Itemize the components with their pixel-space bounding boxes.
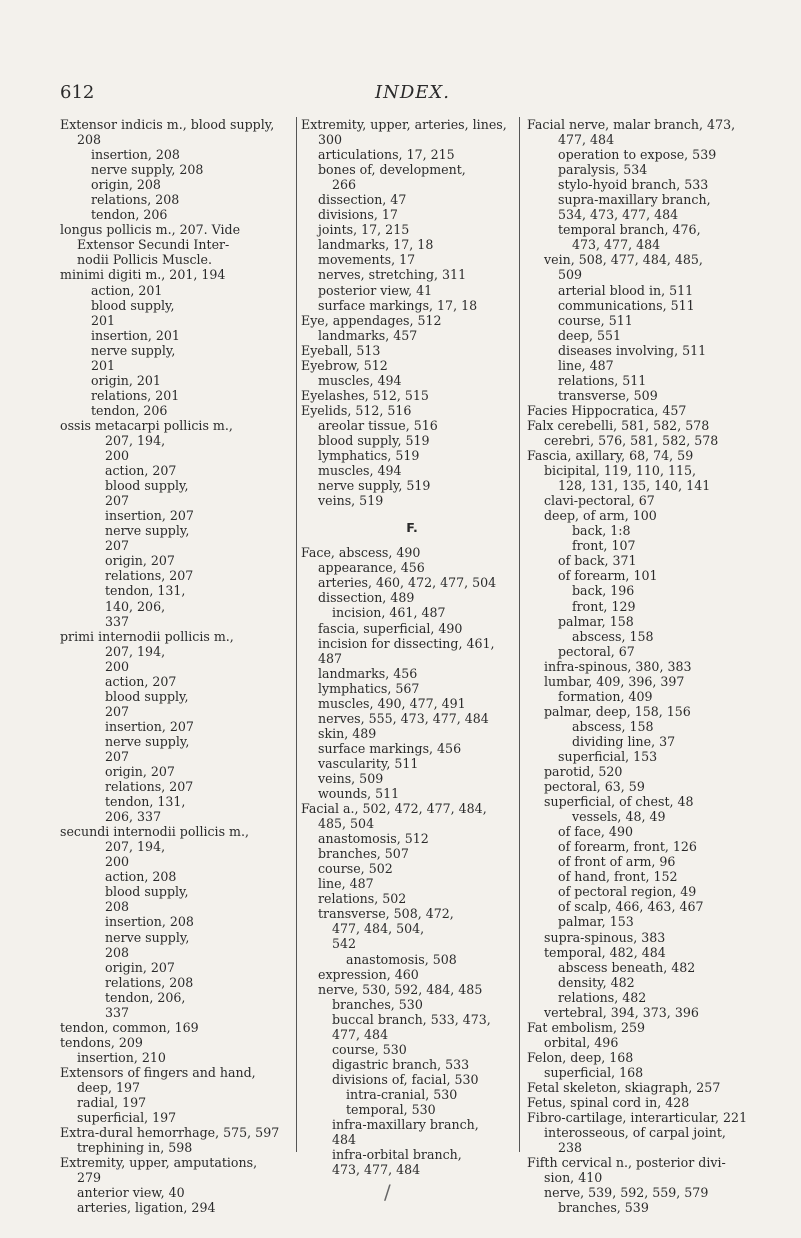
index-entry: Fat embolism, 259 bbox=[527, 1019, 645, 1035]
index-entry: pectoral, 63, 59 bbox=[544, 779, 645, 795]
index-entry: 509 bbox=[558, 267, 583, 283]
index-entry: Extensors of fingers and hand, bbox=[60, 1064, 256, 1080]
index-entry: Facial a., 502, 472, 477, 484, bbox=[301, 801, 487, 817]
index-entry: muscles, 494 bbox=[318, 463, 402, 479]
index-entry: action, 208 bbox=[105, 869, 177, 885]
index-entry: incision for dissecting, 461, bbox=[318, 635, 495, 651]
index-entry: Extensor indicis m., blood supply, bbox=[60, 117, 275, 132]
index-entry: temporal branch, 476, bbox=[558, 222, 701, 238]
index-entry: infra-orbital branch, bbox=[332, 1147, 462, 1163]
index-entry: 337 bbox=[105, 1004, 130, 1020]
margin-mark: / bbox=[384, 1180, 391, 1204]
section-letter-f: F. bbox=[406, 520, 418, 536]
index-entry: 206, 337 bbox=[105, 809, 162, 825]
index-entry: 473, 477, 484 bbox=[572, 237, 661, 253]
index-column-2 bbox=[296, 117, 523, 1178]
index-entry: origin, 207 bbox=[105, 764, 175, 780]
index-entry: back, 196 bbox=[572, 583, 635, 599]
index-entry: 485, 504 bbox=[318, 816, 375, 832]
index-entry: 207 bbox=[105, 538, 130, 554]
index-entry: 200 bbox=[105, 448, 130, 464]
index-entry: tendon, 206 bbox=[91, 402, 168, 418]
index-entry: blood supply, bbox=[91, 297, 175, 313]
index-entry: operation to expose, 539 bbox=[558, 147, 717, 163]
index-entry: insertion, 201 bbox=[91, 327, 180, 343]
index-entry: Facial nerve, malar branch, 473, bbox=[527, 117, 736, 132]
index-entry: dissection, 489 bbox=[318, 590, 415, 606]
index-entry: of hand, front, 152 bbox=[558, 869, 678, 885]
index-entry: tendon, 206, bbox=[105, 989, 186, 1005]
index-entry: pectoral, 67 bbox=[558, 643, 635, 659]
index-entry: Extremity, upper, arteries, lines, bbox=[301, 117, 507, 132]
index-entry: Fetus, spinal cord in, 428 bbox=[527, 1095, 690, 1111]
index-entry: branches, 530 bbox=[332, 996, 423, 1012]
index-entry: dissection, 47 bbox=[318, 192, 407, 208]
index-entry: relations, 207 bbox=[105, 779, 194, 795]
index-entry: appearance, 456 bbox=[318, 560, 425, 576]
index-entry: abscess beneath, 482 bbox=[558, 959, 696, 975]
index-entry: of pectoral region, 49 bbox=[558, 884, 697, 900]
index-entry: blood supply, bbox=[105, 884, 189, 900]
index-entry: branches, 539 bbox=[558, 1200, 649, 1216]
index-entry: buccal branch, 533, 473, bbox=[332, 1011, 491, 1027]
index-entry: interosseous, of carpal joint, bbox=[544, 1125, 726, 1141]
index-entry: course, 502 bbox=[318, 861, 393, 877]
index-entry: deep, 197 bbox=[77, 1080, 141, 1095]
index-entry: palmar, 153 bbox=[558, 914, 634, 930]
index-entry: nerve, 530, 592, 484, 485 bbox=[318, 981, 483, 997]
index-entry: 201 bbox=[91, 312, 116, 328]
index-entry: 477, 484 bbox=[558, 132, 615, 148]
index-entry: 208 bbox=[105, 899, 130, 915]
index-entry: superficial, 197 bbox=[77, 1110, 177, 1126]
index-entry: 208 bbox=[77, 132, 102, 148]
index-entry: Fibro-cartilage, interarticular, 221 bbox=[527, 1110, 748, 1126]
index-entry: Eyelashes, 512, 515 bbox=[301, 387, 429, 403]
index-entry: vein, 508, 477, 484, 485, bbox=[544, 252, 703, 268]
index-entry: relations, 208 bbox=[105, 974, 194, 990]
index-entry: 542 bbox=[332, 936, 357, 952]
index-entry: course, 511 bbox=[558, 312, 633, 328]
index-entry: abscess, 158 bbox=[572, 718, 654, 734]
index-entry: formation, 409 bbox=[558, 688, 653, 704]
index-entry: palmar, deep, 158, 156 bbox=[544, 703, 691, 719]
index-entry: origin, 208 bbox=[91, 177, 161, 193]
index-entry: of face, 490 bbox=[558, 824, 633, 840]
index-entry: Eyeball, 513 bbox=[301, 342, 381, 358]
index-entry: relations, 207 bbox=[105, 568, 194, 584]
index-column-3 bbox=[519, 117, 757, 1216]
index-entry: tendon, 206 bbox=[91, 207, 168, 223]
index-entry: 208 bbox=[105, 944, 130, 960]
index-entry: nodii Pollicis Muscle. bbox=[77, 252, 212, 268]
index-entry: 128, 131, 135, 140, 141 bbox=[558, 478, 711, 494]
index-entry: nerves, 555, 473, 477, 484 bbox=[318, 710, 489, 726]
index-entry: anastomosis, 512 bbox=[318, 831, 429, 847]
page-header bbox=[60, 82, 760, 106]
index-entry: nerve supply, bbox=[105, 523, 190, 539]
page-number: 612 bbox=[60, 82, 95, 103]
index-entry: 200 bbox=[105, 854, 130, 870]
index-entry: action, 201 bbox=[91, 282, 163, 298]
index-entry: bicipital, 119, 110, 115, bbox=[544, 463, 696, 479]
index-entry: divisions, 17 bbox=[318, 207, 398, 223]
index-entry: minimi digiti m., 201, 194 bbox=[60, 267, 226, 283]
index-entry: anterior view, 40 bbox=[77, 1185, 185, 1201]
index-entry: dividing line, 37 bbox=[572, 733, 676, 749]
index-entry: digastric branch, 533 bbox=[332, 1056, 470, 1072]
index-entry: branches, 507 bbox=[318, 846, 409, 862]
index-entry: areolar tissue, 516 bbox=[318, 417, 438, 433]
index-entry: transverse, 509 bbox=[558, 387, 658, 403]
index-entry: diseases involving, 511 bbox=[558, 342, 707, 358]
index-entry: insertion, 210 bbox=[77, 1049, 166, 1065]
index-entry: blood supply, bbox=[105, 688, 189, 704]
index-entry: stylo-hyoid branch, 533 bbox=[558, 177, 709, 193]
index-entry: secundi internodii pollicis m., bbox=[60, 824, 249, 840]
index-entry: joints, 17, 215 bbox=[318, 222, 410, 238]
index-entry: of forearm, 101 bbox=[558, 568, 658, 584]
index-entry: density, 482 bbox=[558, 974, 635, 990]
index-entry: arterial blood in, 511 bbox=[558, 282, 694, 298]
index-entry: Fetal skeleton, skiagraph, 257 bbox=[527, 1080, 721, 1095]
index-entry: 238 bbox=[558, 1140, 583, 1156]
index-entry: Extremity, upper, amputations, bbox=[60, 1155, 258, 1171]
index-entry: action, 207 bbox=[105, 463, 177, 479]
index-entry: deep, 551 bbox=[558, 327, 622, 343]
index-entry: blood supply, bbox=[105, 478, 189, 494]
index-entry: temporal, 482, 484 bbox=[544, 944, 666, 960]
index-entry: divisions of, facial, 530 bbox=[332, 1071, 479, 1087]
index-entry: superficial, 153 bbox=[558, 748, 658, 764]
index-entry: articulations, 17, 215 bbox=[318, 147, 455, 163]
index-entry: nerve supply, 208 bbox=[91, 162, 204, 178]
index-entry: 207, 194, bbox=[105, 643, 166, 659]
index-entry: orbital, 496 bbox=[544, 1034, 619, 1050]
index-entry: Facies Hippocratica, 457 bbox=[527, 402, 687, 418]
index-entry: landmarks, 456 bbox=[318, 665, 418, 681]
index-entry: tendons, 209 bbox=[60, 1034, 143, 1050]
index-entry: 477, 484, 504, bbox=[332, 921, 425, 937]
index-entry: superficial, 168 bbox=[544, 1064, 644, 1080]
index-entry: cerebri, 576, 581, 582, 578 bbox=[544, 432, 719, 448]
index-entry: insertion, 208 bbox=[91, 147, 180, 163]
index-entry: radial, 197 bbox=[77, 1095, 147, 1111]
index-entry: line, 487 bbox=[558, 357, 614, 373]
index-entry: nerves, stretching, 311 bbox=[318, 267, 467, 283]
index-entry: 207, 194, bbox=[105, 839, 166, 855]
index-entry: surface markings, 17, 18 bbox=[318, 297, 478, 313]
index-entry: origin, 207 bbox=[105, 959, 175, 975]
index-entry: 279 bbox=[77, 1170, 102, 1186]
page-title: INDEX. bbox=[375, 82, 450, 103]
index-entry: Eye, appendages, 512 bbox=[301, 312, 442, 328]
index-entry: back, 1:8 bbox=[572, 523, 631, 539]
index-entry: relations, 482 bbox=[558, 989, 647, 1005]
index-entry: nerve, 539, 592, 559, 579 bbox=[544, 1185, 709, 1201]
index-entry: Eyelids, 512, 516 bbox=[301, 402, 412, 418]
index-entry: vessels, 48, 49 bbox=[572, 809, 666, 825]
index-entry: 487 bbox=[318, 650, 343, 666]
index-entry: Face, abscess, 490 bbox=[301, 545, 421, 561]
index-entry: palmar, 158 bbox=[558, 613, 634, 629]
index-entry: 266 bbox=[332, 177, 357, 193]
index-entry: nerve supply, bbox=[105, 929, 190, 945]
index-entry: 207 bbox=[105, 493, 130, 509]
index-entry: of scalp, 466, 463, 467 bbox=[558, 899, 704, 915]
index-entry: nerve supply, 519 bbox=[318, 478, 431, 494]
index-entry: relations, 208 bbox=[91, 192, 180, 208]
index-entry: 300 bbox=[318, 132, 343, 148]
index-entry: veins, 509 bbox=[318, 770, 384, 786]
index-entry: front, 129 bbox=[572, 598, 636, 614]
index-entry: tendon, 131, bbox=[105, 583, 186, 599]
index-entry: 207, 194, bbox=[105, 432, 166, 448]
index-entry: supra-spinous, 383 bbox=[544, 929, 666, 945]
index-entry: action, 207 bbox=[105, 673, 177, 689]
index-entry: origin, 201 bbox=[91, 372, 161, 388]
index-entry: landmarks, 457 bbox=[318, 327, 418, 343]
index-entry: 201 bbox=[91, 357, 116, 373]
index-entry: Extensor Secundi Inter- bbox=[77, 237, 230, 253]
index-entry: fascia, superficial, 490 bbox=[318, 620, 463, 636]
index-entry: lymphatics, 519 bbox=[318, 448, 420, 464]
index-entry: nerve supply, bbox=[91, 342, 176, 358]
index-entry: movements, 17 bbox=[318, 252, 416, 268]
index-entry: insertion, 207 bbox=[105, 508, 194, 524]
index-entry: superficial, of chest, 48 bbox=[544, 794, 694, 810]
index-entry: of forearm, front, 126 bbox=[558, 839, 697, 855]
index-entry: veins, 519 bbox=[318, 493, 384, 509]
index-entry: incision, 461, 487 bbox=[332, 605, 446, 621]
index-entry: insertion, 207 bbox=[105, 718, 194, 734]
index-entry: communications, 511 bbox=[558, 297, 695, 313]
index-entry: lumbar, 409, 396, 397 bbox=[544, 673, 685, 689]
index-entry: 207 bbox=[105, 703, 130, 719]
index-entry: supra-maxillary branch, bbox=[558, 192, 711, 208]
index-entry: of back, 371 bbox=[558, 553, 637, 569]
index-entry: sion, 410 bbox=[544, 1170, 603, 1186]
index-entry: deep, of arm, 100 bbox=[544, 508, 657, 524]
index-entry: wounds, 511 bbox=[318, 786, 400, 802]
index-column-1 bbox=[60, 117, 278, 1215]
index-entry: infra-maxillary branch, bbox=[332, 1117, 479, 1133]
index-entry: nerve supply, bbox=[105, 733, 190, 749]
index-entry: course, 530 bbox=[332, 1041, 407, 1057]
index-entry: of front of arm, 96 bbox=[558, 854, 676, 870]
index-entry: primi internodii pollicis m., bbox=[60, 628, 234, 644]
index-entry: 484 bbox=[332, 1132, 357, 1148]
index-entry: ossis metacarpi pollicis m., bbox=[60, 417, 233, 433]
index-entry: insertion, 208 bbox=[105, 914, 194, 930]
index-entry: Fifth cervical n., posterior divi- bbox=[527, 1155, 726, 1171]
index-entry: muscles, 490, 477, 491 bbox=[318, 695, 466, 711]
index-entry: relations, 511 bbox=[558, 372, 647, 388]
index-entry: arteries, 460, 472, 477, 504 bbox=[318, 575, 497, 591]
index-entry: bones of, development, bbox=[318, 162, 466, 178]
index-entry: skin, 489 bbox=[318, 725, 377, 741]
index-entry: Fascia, axillary, 68, 74, 59 bbox=[527, 448, 694, 464]
index-entry: 534, 473, 477, 484 bbox=[558, 207, 679, 223]
index-entry: landmarks, 17, 18 bbox=[318, 237, 434, 253]
index-entry: 473, 477, 484 bbox=[332, 1162, 421, 1178]
index-entry: 200 bbox=[105, 658, 130, 674]
index-entry: trephining in, 598 bbox=[77, 1140, 193, 1156]
index-entry: parotid, 520 bbox=[544, 764, 623, 780]
index-entry: muscles, 494 bbox=[318, 372, 402, 388]
index-entry: arteries, ligation, 294 bbox=[77, 1200, 216, 1216]
index-entry: transverse, 508, 472, bbox=[318, 906, 454, 922]
index-entry: Felon, deep, 168 bbox=[527, 1049, 634, 1065]
index-entry: 337 bbox=[105, 613, 130, 629]
index-entry: clavi-pectoral, 67 bbox=[544, 493, 655, 509]
index-entry: relations, 201 bbox=[91, 387, 180, 403]
index-entry: anastomosis, 508 bbox=[346, 951, 457, 967]
index-entry: tendon, 131, bbox=[105, 794, 186, 810]
index-entry: 207 bbox=[105, 748, 130, 764]
index-entry: longus pollicis m., 207. Vide bbox=[60, 222, 241, 238]
index-entry: temporal, 530 bbox=[346, 1102, 436, 1117]
index-entry: intra-cranial, 530 bbox=[346, 1086, 458, 1102]
index-entry: blood supply, 519 bbox=[318, 432, 430, 448]
index-entry: expression, 460 bbox=[318, 966, 419, 982]
index-entry: lymphatics, 567 bbox=[318, 680, 420, 696]
index-entry: paralysis, 534 bbox=[558, 162, 648, 178]
index-entry: line, 487 bbox=[318, 876, 374, 892]
index-entry: Falx cerebelli, 581, 582, 578 bbox=[527, 417, 710, 433]
index-entry: Extra-dural hemorrhage, 575, 597 bbox=[60, 1125, 280, 1141]
index-entry: origin, 207 bbox=[105, 553, 175, 569]
index-entry: vertebral, 394, 373, 396 bbox=[544, 1004, 699, 1020]
index-entry: infra-spinous, 380, 383 bbox=[544, 658, 692, 674]
index-entry: front, 107 bbox=[572, 538, 636, 554]
index-entry: vascularity, 511 bbox=[318, 755, 419, 771]
index-entry: posterior view, 41 bbox=[318, 282, 433, 298]
index-entry: tendon, common, 169 bbox=[60, 1019, 199, 1035]
index-entry: Eyebrow, 512 bbox=[301, 357, 388, 373]
index-entry: abscess, 158 bbox=[572, 628, 654, 644]
index-entry: 140, 206, bbox=[105, 598, 166, 614]
index-entry: relations, 502 bbox=[318, 891, 407, 907]
index-entry: 477, 484 bbox=[332, 1026, 389, 1042]
index-entry: surface markings, 456 bbox=[318, 740, 462, 756]
